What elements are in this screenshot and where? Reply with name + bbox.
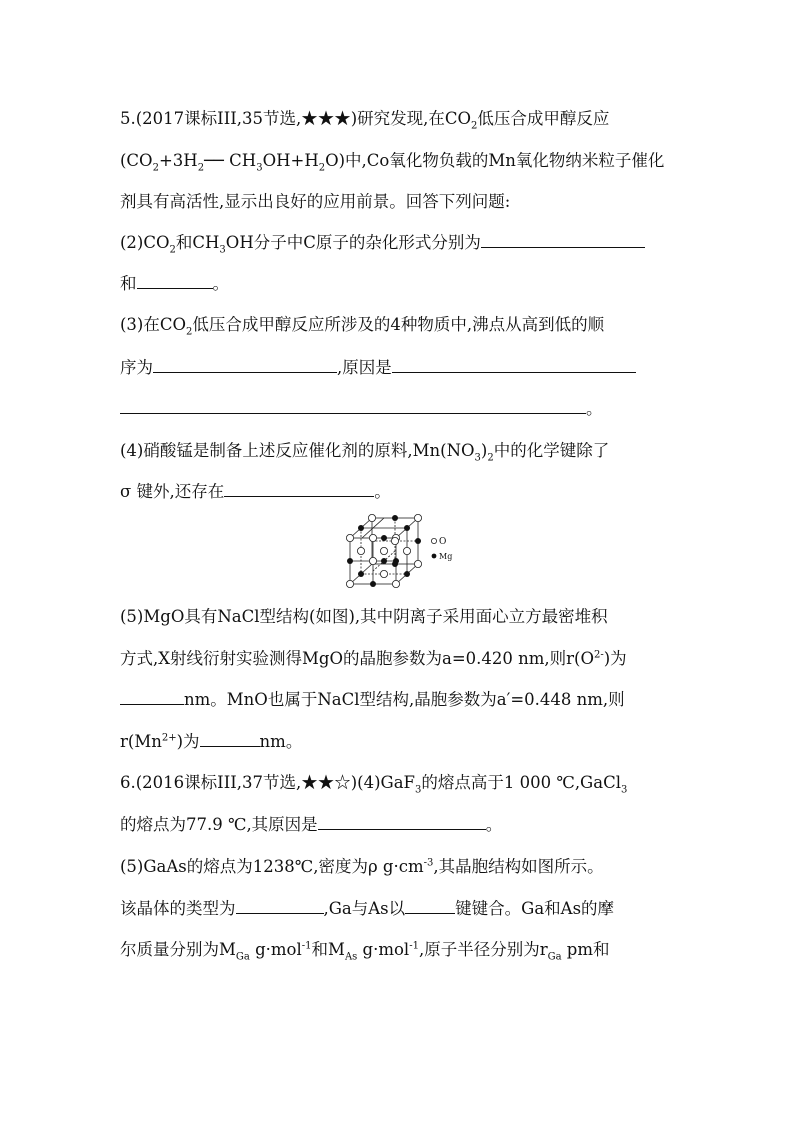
q5-part5-line-2: 方式,X射线衍射实验测得MgO的晶胞参数为a=0.420 nm,则$r(O^{2-})$为 (120, 649, 627, 668)
answer-blank[interactable] (392, 357, 636, 373)
answer-blank[interactable] (200, 731, 260, 747)
q5-part5-line-1: (5)MgO具有NaCl型结构(如图),其中阴离子采用面心立方最密堆积 (120, 607, 608, 626)
q6-line-5: 尔质量分别为$M_{Ga}$ g·mol$^{-1}$和$M_{As}$ g·mol$^{-1}$,原子半径分别为$r_{Ga}$ pm和 (120, 940, 610, 963)
answer-blank[interactable] (153, 357, 337, 373)
legend-magnesium-label: Mg (439, 552, 453, 561)
mgo-crystal-structure-figure (338, 514, 462, 588)
answer-blank[interactable] (120, 398, 586, 414)
q6-line-2: 的熔点为77.9 ℃,其原因是 。 (120, 815, 503, 834)
legend-magnesium-marker (432, 554, 437, 559)
legend-oxygen-label: O (439, 537, 447, 547)
q6-line-4: 该晶体的类型为 ,Ga与As以 键键合。Ga和As的摩 (120, 899, 615, 918)
answer-blank[interactable] (481, 232, 645, 248)
q5-part4-line-1: (4)硝酸锰是制备上述反应催化剂的原料$,Mn(NO_3)_2$中的化学键除了 (120, 441, 610, 464)
q6-line-1: 6.(2016课标III,37节选,★★☆)(4)GaF$_3$的熔点高于1 000 ℃,GaCl$_3$ (120, 773, 628, 796)
q5-intro-line-3: 剂具有高活性,显示出良好的应用前景。回答下列问题: (120, 192, 511, 211)
q5-intro-line-2: ($CO_2+3H_2──$ $CH_3OH+H_2O$)中,Co氧化物负载的Mn氧化物纳米粒子催化 (120, 151, 665, 174)
q5-part5-line-3: nm。MnO也属于NaCl型结构,晶胞参数为a′=0.448 nm,则 (120, 689, 625, 711)
q5-part2-line-2: 和 。 (120, 274, 229, 293)
answer-blank[interactable] (318, 814, 486, 830)
answer-blank[interactable] (137, 273, 213, 289)
answer-blank[interactable] (405, 898, 455, 914)
q5-part3-line-1: (3)在$CO_2$低压合成甲醇反应所涉及的4种物质中,沸点从高到低的顺 (120, 315, 605, 338)
q5-part2-line-1: $(2)CO_2$和$CH_3OH$分子中C原子的杂化形式分别为 (120, 232, 645, 254)
answer-blank[interactable] (224, 481, 374, 497)
q5-part3-line-3: 。 (120, 398, 603, 420)
q5-part5-line-4: $r(Mn^{2+})$为 nm。 (120, 732, 303, 751)
q5-part4-line-2: σ 键外,还存在 。 (120, 482, 391, 501)
answer-blank[interactable] (236, 898, 324, 914)
q5-part3-line-2: 序为 ,原因是 (120, 357, 636, 379)
legend-oxygen-marker (431, 538, 436, 543)
answer-blank[interactable] (120, 689, 184, 705)
q6-line-3: (5)GaAs的熔点为1238℃,密度为ρ $g\cdot cm^{-3}$,其晶胞结构如图所示。 (120, 857, 604, 876)
q5-intro-line-1: 5.(2017课标III,35节选,★★★)研究发现,在$CO_2$低压合成甲醇反应 (120, 109, 610, 132)
